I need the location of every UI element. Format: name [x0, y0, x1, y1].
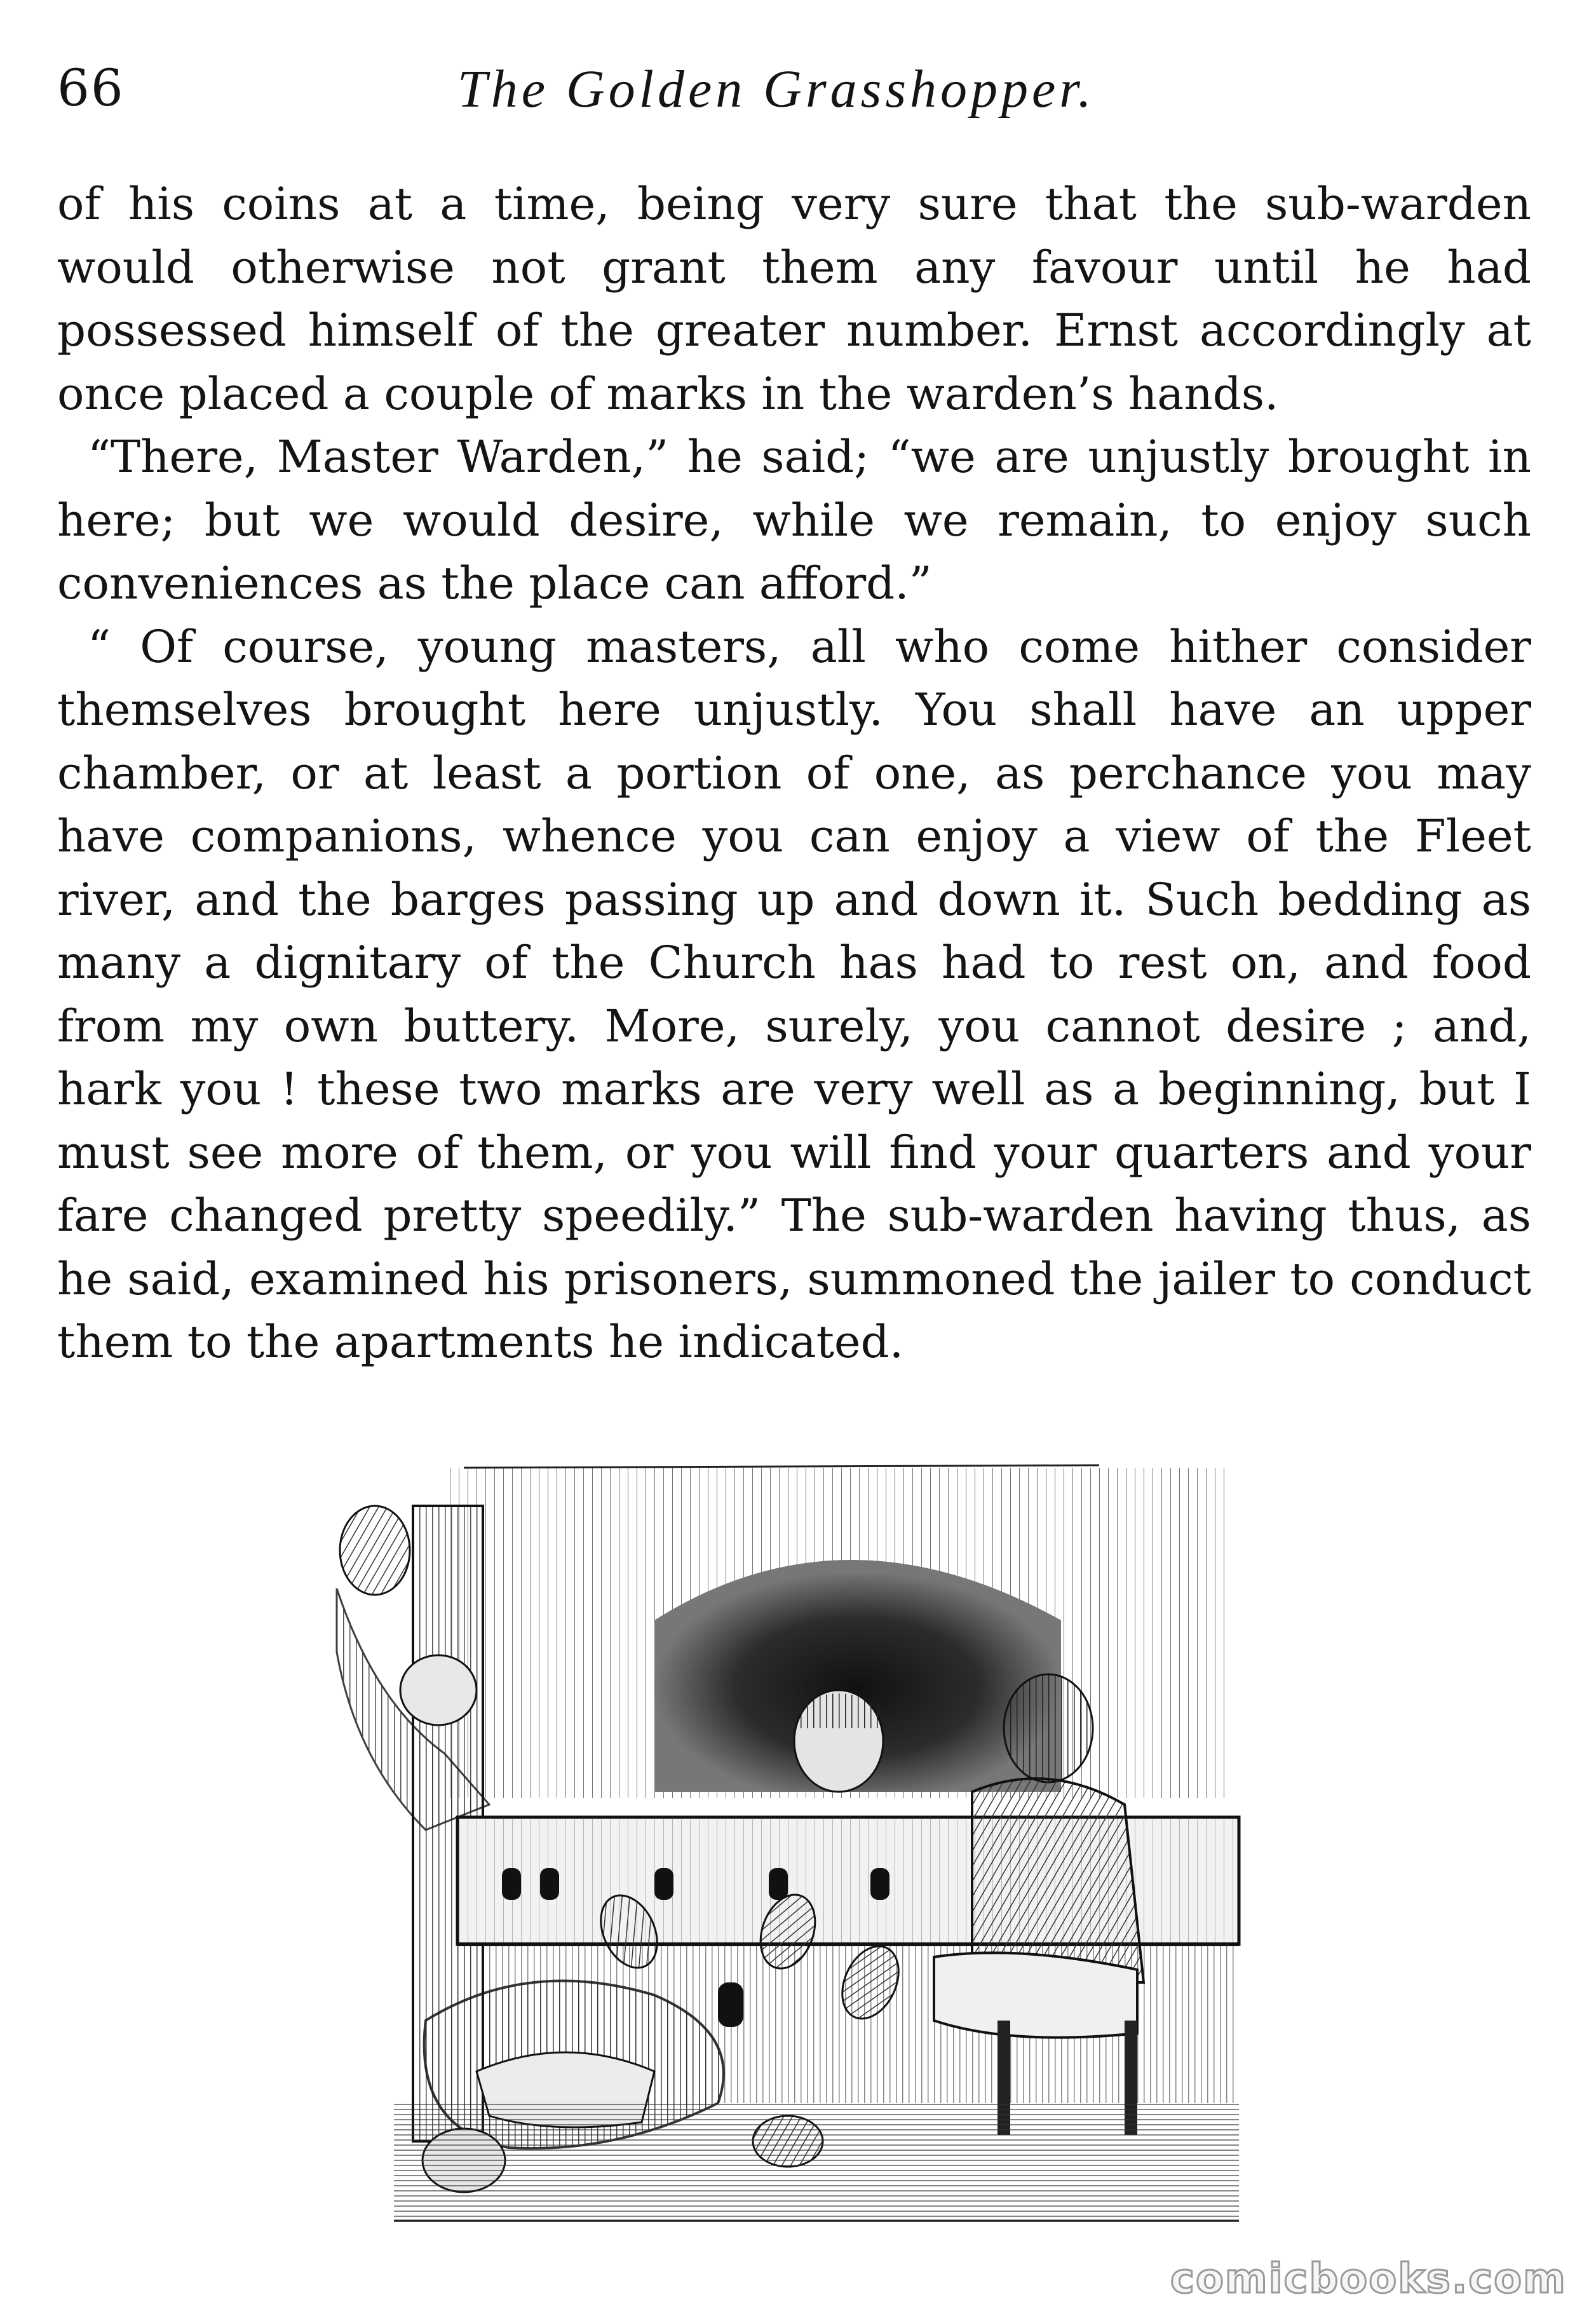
stocks-engraving-illustration: [299, 1461, 1315, 2224]
body-text: [57, 173, 1531, 1374]
paragraph-3: “ Of course, young masters, all who come hither consider themselves brought here unjustly. You shall have an upper chamber, or at least a portion of one, as perchance you may have companions, whence you can enjoy a view of the Fleet river, and the barges passing up and down it. Such bedding as many a dignitary of the Church has had to rest on, and food from my own buttery. More, surely, you cannot desire ; and, hark you ! these two marks are very well as a beginning, but I must see more of them, or you will find your quarters and your fare changed pretty speedily.” The sub-warden having thus, as he said, examined his prisoners, summoned the jailer to conduct them to the apartments he indicated.: [57, 620, 1531, 1368]
page-header: [57, 58, 1539, 128]
running-title: The Golden Grasshopper.: [457, 60, 1095, 119]
paragraph-1: of his coins at a time, being very sure that the sub-warden would otherwise not grant them any favour until he had possessed himself of the greater number. Ernst accordingly at once placed a couple of marks in the warden’s hands.: [57, 178, 1531, 420]
page-number: 66: [57, 58, 125, 118]
paragraph-2: “There, Master Warden,” he said; “we are unjustly brought in here; but we would desire, while we remain, to enjoy such conveniences as the place can afford.”: [57, 431, 1531, 609]
watermark: comicbooks.com: [1170, 2256, 1567, 2303]
